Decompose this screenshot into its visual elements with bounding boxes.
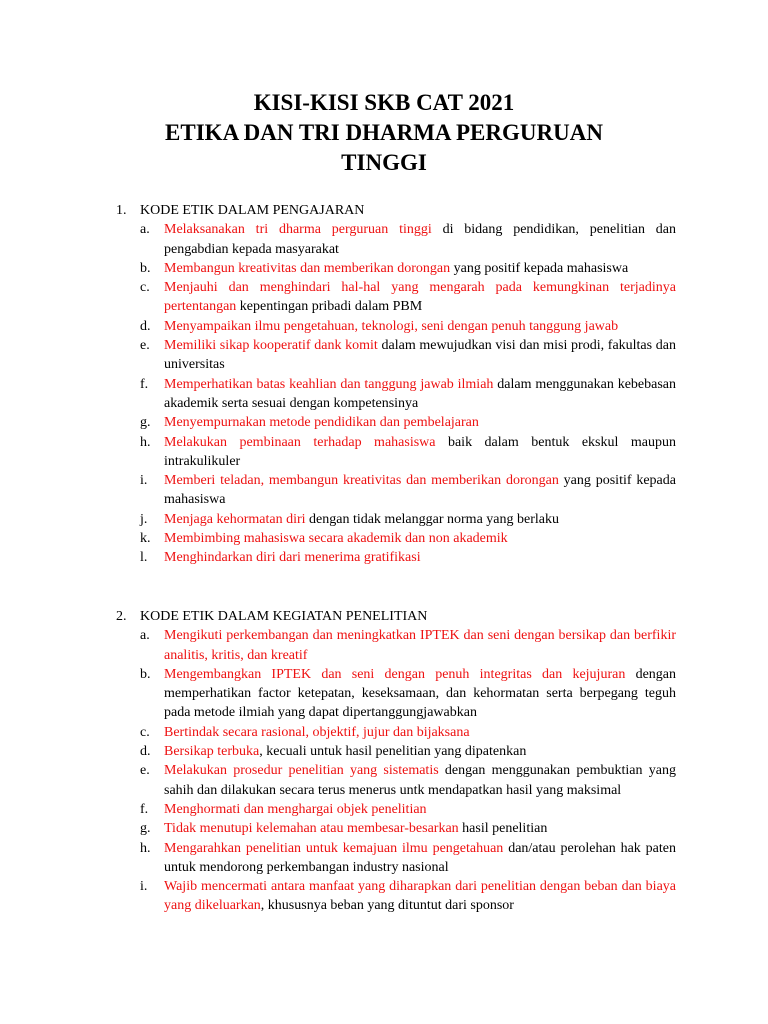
list-item [116,317,676,336]
item-highlight: Mengikuti perkembangan dan meningkatkan IPTEK dan seni dengan bersikap dan berfikir analitis, kritis, dan kreatif [164,628,676,663]
list-item [116,220,676,259]
item-highlight: Menjauhi dan menghindari hal-hal yang mengarah pada kemungkinan terjadinya pertentangan [164,280,676,315]
item-highlight: Bersikap terbuka [164,744,260,760]
item-text [164,375,676,414]
item-text [164,877,676,916]
item-letter: g. [140,415,151,431]
item-text [164,259,676,278]
section-number: 1. [116,203,127,218]
item-text [164,413,676,432]
item-letter: e. [140,338,150,354]
list-item [116,471,676,510]
item-rest: hasil penelitian [458,821,548,837]
item-text [164,761,676,800]
item-letter: b. [140,260,151,276]
item-rest: yang positif kepada mahasiswa [164,473,676,508]
item-letter: j. [140,511,148,527]
item-letter: d. [140,318,151,334]
section-heading [116,607,676,626]
item-text [164,665,676,723]
item-letter: b. [140,666,151,682]
item-text [164,819,676,838]
item-highlight: Tidak menutupi kelemahan atau membesar-besarkan [164,821,459,837]
item-letter: d. [140,744,151,760]
item-letter: a. [140,222,150,238]
item-rest: dengan memperhatikan factor ketepatan, keseksamaan, dan kehormatan serta berpegang teguh pada metode ilmiah yang dapat dipertanggungjawabkan [164,666,676,721]
item-letter: f. [140,376,149,392]
title-line-2: ETIKA DAN TRI DHARMA PERGURUAN [165,120,603,145]
section-title: KODE ETIK DALAM KEGIATAN PENELITIAN [140,609,428,624]
item-highlight: Melakukan pembinaan terhadap mahasiswa [164,434,436,450]
item-rest: dengan menggunakan pembuktian yang sahih dan dilakukan secara terus menerus untk mendapatkan hasil yang maksimal [164,763,676,798]
list-item [116,336,676,375]
item-letter: c. [140,724,150,740]
list-item [116,723,676,742]
list-item [116,839,676,878]
item-highlight: Menyempurnakan metode pendidikan dan pembelajaran [164,415,479,431]
item-letter: i. [140,473,148,489]
item-text [164,471,676,510]
item-text [164,548,676,567]
item-highlight: Menyampaikan ilmu pengetahuan, teknologi, seni dengan penuh tanggung jawab [164,318,619,334]
list-item [116,259,676,278]
title-line-3: TINGGI [341,150,427,175]
item-highlight: Bertindak secara rasional, objektif, jujur dan bijaksana [164,724,470,740]
item-rest: baik dalam bentuk ekskul maupun intrakulikuler [164,434,676,469]
item-letter: e. [140,763,150,779]
section-title: KODE ETIK DALAM PENGAJARAN [140,203,365,218]
section-number: 2. [116,609,127,624]
item-list [116,220,676,567]
list-item [116,278,676,317]
item-highlight: Memiliki sikap kooperatif dank komit [164,338,378,354]
list-item [116,510,676,529]
section-penelitian [116,607,676,916]
item-rest: yang positif kepada mahasiswa [450,260,629,276]
list-item [116,761,676,800]
item-highlight: Menghormati dan menghargai objek penelitian [164,801,427,817]
item-highlight: Mengembangkan IPTEK dan seni dengan penuh integritas dan kejujuran [164,666,626,682]
item-letter: c. [140,280,150,296]
item-text [164,800,676,819]
item-highlight: Mengarahkan penelitian untuk kemajuan ilmu pengetahuan [164,840,504,856]
item-rest: dalam menggunakan kebebasan akademik serta sesuai dengan kompetensinya [164,376,677,411]
item-letter: a. [140,628,150,644]
title-line-1: KISI-KISI SKB CAT 2021 [253,90,515,115]
list-item [116,626,676,665]
item-highlight: Membangun kreativitas dan memberikan dorongan [164,260,451,276]
list-item [116,877,676,916]
item-highlight: Membimbing mahasiswa secara akademik dan non akademik [164,531,508,547]
item-rest: dan/atau perolehan hak paten untuk mendorong perkembangan industry nasional [164,840,676,875]
item-text [164,529,676,548]
item-rest: dengan tidak melanggar norma yang berlaku [305,511,559,527]
item-text [164,220,676,259]
item-highlight: Wajib mencermati antara manfaat yang diharapkan dari penelitian dengan beban dan biaya yang dikeluarkan [164,879,676,914]
item-letter: k. [140,531,151,547]
list-item [116,433,676,472]
section-pengajaran [116,201,676,568]
item-list [116,626,676,915]
item-letter: i. [140,879,148,895]
item-rest: kepentingan pribadi dalam PBM [236,299,423,315]
item-text [164,278,676,317]
item-letter: h. [140,840,151,856]
item-highlight: Menghindarkan diri dari menerima gratifikasi [164,550,421,566]
item-text [164,626,676,665]
section-heading [116,201,676,220]
item-letter: l. [140,550,148,566]
item-text [164,336,676,375]
item-letter: f. [140,801,149,817]
item-rest: di bidang pendidikan, penelitian dan pengabdian kepada masyarakat [164,222,676,257]
item-rest: , kecuali untuk hasil penelitian yang dipatenkan [259,744,527,760]
item-text [164,839,676,878]
item-rest: , khususnya beban yang dituntut dari sponsor [260,898,514,914]
item-text [164,723,676,742]
list-item [116,800,676,819]
list-item [116,375,676,414]
list-item [116,529,676,548]
item-text [164,742,676,761]
item-text [164,510,676,529]
list-item [116,413,676,432]
item-letter: g. [140,821,151,837]
list-item [116,819,676,838]
item-text [164,317,676,336]
item-highlight: Memberi teladan, membangun kreativitas dan memberikan dorongan [164,473,559,489]
item-highlight: Melakukan prosedur penelitian yang sistematis [164,763,439,779]
item-highlight: Memperhatikan batas keahlian dan tanggung jawab ilmiah [164,376,494,392]
list-item [116,548,676,567]
item-highlight: Menjaga kehormatan diri [164,511,306,527]
list-item [116,665,676,723]
item-rest: dalam mewujudkan visi dan misi prodi, fakultas dan universitas [164,338,676,373]
item-letter: h. [140,434,151,450]
document-title [0,88,768,178]
list-item [116,742,676,761]
item-highlight: Melaksanakan tri dharma perguruan tinggi [164,222,432,238]
item-text [164,433,676,472]
